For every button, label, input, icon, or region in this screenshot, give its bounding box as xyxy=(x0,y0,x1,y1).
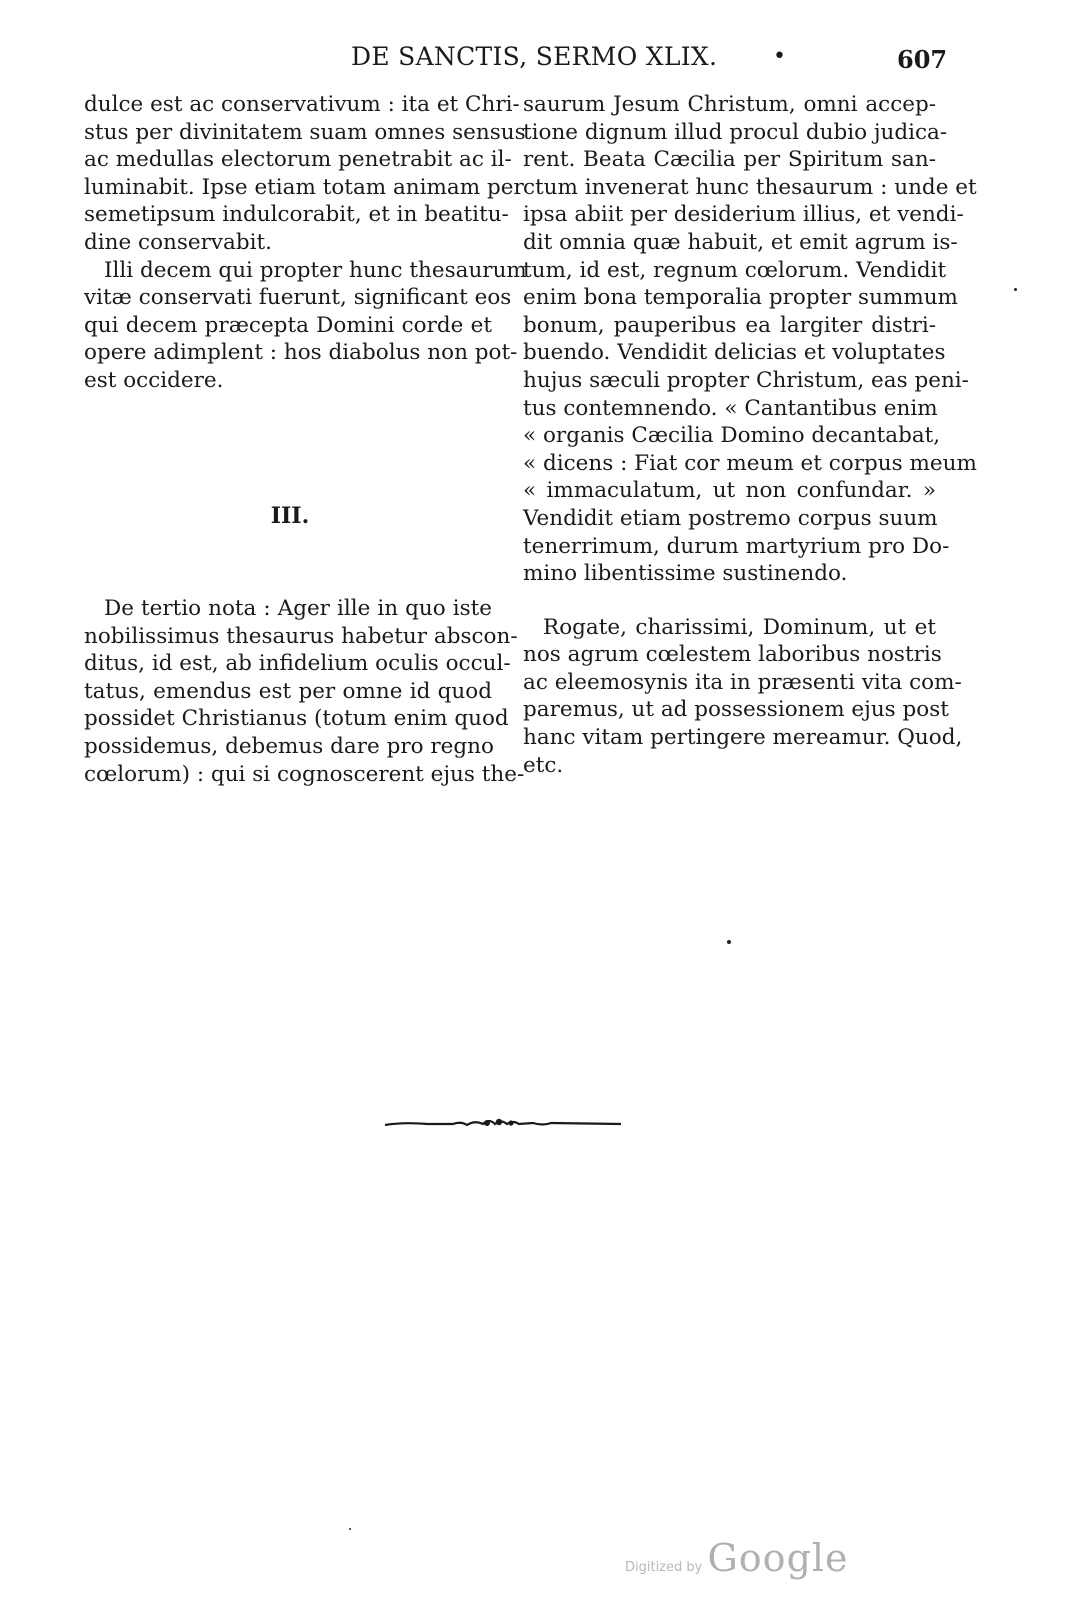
text-line: tus contemnendo. « Cantantibus enim xyxy=(523,395,938,421)
ink-speck xyxy=(349,1528,351,1530)
left-paragraph-1 xyxy=(84,91,526,257)
section-numeral: III. xyxy=(270,503,310,529)
text-line: mino libentissime sustinendo. xyxy=(523,561,848,587)
text-line: tum, id est, regnum cœlorum. Vendidit xyxy=(523,257,947,283)
text-line: hujus sæculi propter Christum, eas peni- xyxy=(523,367,969,393)
page-number: 607 xyxy=(897,45,948,74)
text-line: « dicens : Fiat cor meum et corpus meum xyxy=(523,450,977,476)
running-title: DE SANCTIS, SERMO XLIX. xyxy=(351,42,718,71)
text-line: etc. xyxy=(523,752,564,778)
running-header xyxy=(0,42,1073,82)
text-line: dit omnia quæ habuit, et emit agrum is- xyxy=(523,229,958,255)
text-line: hanc vitam pertingere mereamur. Quod, xyxy=(523,725,963,751)
text-line: ditus, id est, ab infidelium oculis occul- xyxy=(84,651,511,677)
right-paragraph-1 xyxy=(523,91,977,588)
text-line: Illi decem qui propter hunc thesaurum xyxy=(104,257,527,283)
paragraph-gap xyxy=(523,588,936,614)
text-line: vitæ conservati fuerunt, significant eos xyxy=(84,285,512,311)
text-line: buendo. Vendidit delicias et voluptates xyxy=(523,340,946,366)
ink-speck xyxy=(727,940,731,944)
text-line: tatus, emendus est per omne id quod xyxy=(84,678,492,704)
text-line: « organis Cæcilia Domino decantabat, xyxy=(523,423,941,449)
left-column xyxy=(84,91,527,395)
text-line: saurum Jesum Christum, omni accep- xyxy=(523,92,936,117)
text-line: enim bona temporalia propter summum xyxy=(523,285,958,311)
text-line: est occidere. xyxy=(84,367,224,393)
text-line: semetipsum indulcorabit, et in beatitu- xyxy=(84,202,509,228)
text-line: nos agrum cœlestem laboribus nostris xyxy=(523,642,942,668)
tailpiece-ornament-icon xyxy=(383,1112,623,1136)
text-line: stus per divinitatem suam omnes sensus xyxy=(84,119,526,145)
text-line: bonum, pauperibus ea largiter distri- xyxy=(523,312,936,338)
text-line: dine conservabit. xyxy=(84,229,272,255)
text-line: cœlorum) : qui si cognoscerent ejus the- xyxy=(84,761,525,787)
text-line: ac eleemosynis ita in præsenti vita com- xyxy=(523,669,962,695)
right-column xyxy=(523,91,977,779)
text-line: ac medullas electorum penetrabit ac il- xyxy=(84,147,512,173)
text-line: Rogate, charissimi, Dominum, ut et xyxy=(543,614,936,640)
text-line: opere adimplent : hos diabolus non pot- xyxy=(84,340,518,366)
text-line: tenerrimum, durum martyrium pro Do- xyxy=(523,533,950,559)
text-line: possidet Christianus (totum enim quod xyxy=(84,706,509,732)
text-line: De tertio nota : Ager ille in quo iste xyxy=(104,596,492,621)
text-line: ipsa abiit per desiderium illius, et vendi- xyxy=(523,202,964,228)
text-line: dulce est ac conservativum : ita et Chri- xyxy=(84,92,520,117)
text-line: tione dignum illud procul dubio judica- xyxy=(523,119,948,145)
left-paragraph-3 xyxy=(84,595,525,788)
ink-speck xyxy=(1014,288,1017,291)
text-line: nobilissimus thesaurus habetur abscon- xyxy=(84,623,518,649)
text-line: rent. Beata Cæcilia per Spiritum san- xyxy=(523,147,936,173)
header-dot-mark: • xyxy=(773,44,786,69)
text-line: qui decem præcepta Domini corde et xyxy=(84,312,492,338)
google-wordmark: Google xyxy=(707,1536,849,1580)
digitized-watermark xyxy=(625,1536,849,1580)
text-line: Vendidit etiam postremo corpus suum xyxy=(523,505,938,531)
left-paragraph-2 xyxy=(84,257,527,395)
text-line: luminabit. Ipse etiam totam animam per xyxy=(84,174,524,200)
right-paragraph-2 xyxy=(523,614,963,780)
left-column-lower xyxy=(84,595,525,788)
text-line: paremus, ut ad possessionem ejus post xyxy=(523,697,949,723)
text-line: « immaculatum, ut non confundar. » xyxy=(523,478,936,504)
text-line: possidemus, debemus dare pro regno xyxy=(84,733,494,759)
text-line: ctum invenerat hunc thesaurum : unde et xyxy=(523,174,977,200)
digitized-prefix: Digitized by xyxy=(625,1560,703,1575)
